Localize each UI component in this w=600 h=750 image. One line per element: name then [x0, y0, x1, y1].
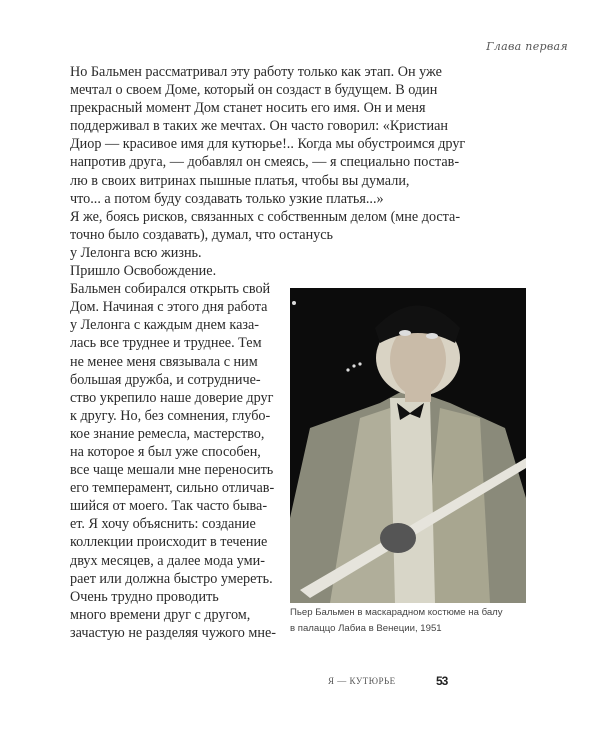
text-line: коллекции происходит в течение — [70, 534, 268, 551]
text-line: ет. Я хочу объяснить: создание — [70, 516, 256, 533]
text-line: точно было создавать), думал, что останусь — [70, 226, 334, 243]
text-line: шийся от моего. Так часто быва- — [70, 498, 268, 515]
text-line: что... а потом буду создавать только узкие платья...» — [70, 190, 384, 207]
running-head-chapter: Глава первая — [486, 40, 568, 53]
text-line: лась все труднее и труднее. Тем — [70, 335, 262, 352]
footer-book-title: Я — КУТЮРЬЕ — [328, 676, 396, 686]
text-line: Бальмен собирался открыть свой — [70, 281, 271, 298]
text-line: Я же, боясь рисков, связанных с собственным делом (мне доста- — [70, 208, 461, 225]
photo-caption — [290, 605, 503, 637]
page-number: 53 — [436, 674, 448, 688]
text-line: Но Бальмен рассматривал эту работу только как этап. Он уже — [70, 64, 442, 80]
text-line: его темперамент, сильно отличав- — [70, 480, 275, 497]
text-line: у Лелонга всю жизнь. — [70, 244, 202, 261]
text-line: двух месяцев, а далее мода уми- — [70, 552, 265, 569]
text-line: у Лелонга с каждым днем каза- — [70, 317, 260, 334]
text-line: Очень трудно проводить — [70, 588, 219, 605]
text-line: ство укрепило наше доверие друг — [70, 389, 274, 406]
text-line: все чаще мешали мне переносить — [70, 462, 274, 479]
text-line: Дом. Начиная с этого дня работа — [70, 299, 268, 316]
text-line: большая дружба, и сотрудниче- — [70, 371, 261, 388]
text-line: к другу. Но, без сомнения, глубо- — [70, 407, 271, 424]
photo-image — [290, 288, 526, 603]
text-line: кое знание ремесла, мастерство, — [70, 425, 265, 442]
photo-pierre-balmain — [290, 288, 526, 603]
text-line: поддерживал в таких же мечтах. Он часто говорил: «Кристиан — [70, 118, 448, 135]
caption-line: Пьер Бальмен в маскарадном костюме на балу — [290, 607, 503, 618]
caption-line: в палаццо Лабиа в Венеции, 1951 — [290, 623, 442, 634]
text-line: на которое я был уже способен, — [70, 443, 261, 460]
text-line: Диор — красивое имя для кутюрье!.. Когда мы обустроимся друг — [70, 136, 466, 153]
text-line: много времени друг с другом, — [70, 606, 251, 623]
text-line: напротив друга, — добавлял он смеясь, — я специально постав- — [70, 154, 460, 171]
text-line: Пришло Освобождение. — [70, 263, 217, 280]
text-line: рает или должна быстро умереть. — [70, 570, 273, 587]
text-line: мечтал о своем Доме, который он создаст в будущем. В один — [70, 82, 438, 99]
text-line: не менее меня связывала с ним — [70, 353, 258, 370]
text-line: прекрасный момент Дом станет носить его имя. Он и меня — [70, 100, 426, 117]
text-line: лю в своих витринах пышные платья, чтобы вы думали, — [70, 172, 410, 189]
text-line: зачастую не разделяя чужого мне- — [70, 624, 276, 641]
